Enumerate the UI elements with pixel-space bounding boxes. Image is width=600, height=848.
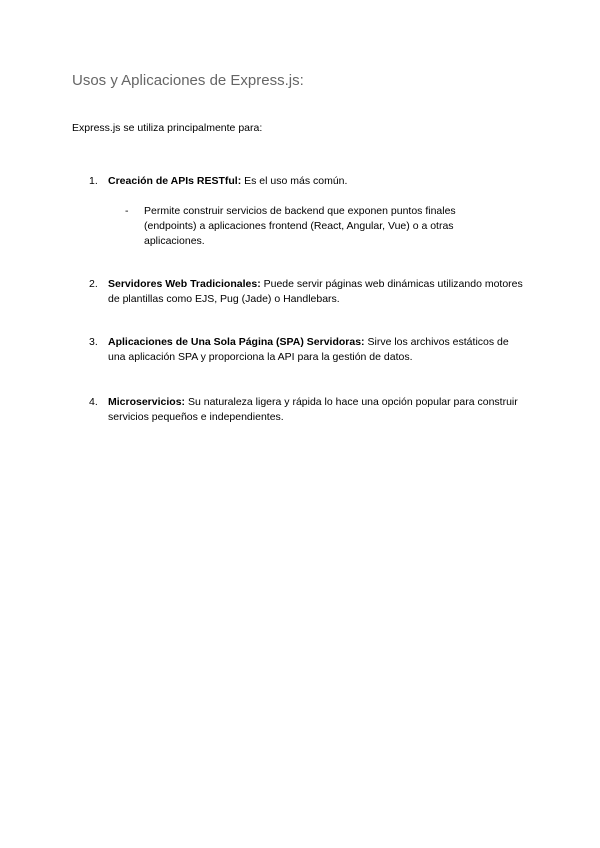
- list-item-body: Puede servir páginas web dinámicas utilizando motores de plantillas como EJS, Pug (Jade) o Handlebars.: [108, 278, 523, 305]
- list-item-text: [108, 335, 528, 365]
- list-item-body: Sirve los archivos estáticos de una aplicación SPA y proporciona la API para la gestión de datos.: [108, 336, 509, 363]
- list-item-heading: Microservicios:: [108, 396, 186, 408]
- list-item-body: Su naturaleza ligera y rápida lo hace una opción popular para construir servicios pequeños e independientes.: [108, 396, 518, 423]
- list-item-body: Es el uso más común.: [241, 175, 348, 187]
- list-item-number: 1.: [89, 175, 98, 187]
- list-item-number: 3.: [89, 336, 98, 348]
- intro-paragraph: Express.js se utiliza principalmente para:: [72, 122, 263, 134]
- list-item-heading: Servidores Web Tradicionales:: [108, 278, 261, 290]
- list-item-heading: Aplicaciones de Una Sola Página (SPA) Servidoras:: [108, 336, 365, 348]
- document-title: Usos y Aplicaciones de Express.js:: [72, 72, 304, 89]
- list-item-text: [108, 395, 528, 425]
- list-item-number: 2.: [89, 278, 98, 290]
- list-item-heading: Creación de APIs RESTful:: [108, 175, 242, 187]
- list-item-number: 4.: [89, 396, 98, 408]
- sub-list-marker: -: [125, 205, 129, 217]
- sub-list-text: Permite construir servicios de backend que exponen puntos finales (endpoints) a aplicaciones frontend (React, Angular, Vue) o a otras aplicaciones.: [144, 205, 456, 247]
- list-item-text: [108, 174, 528, 189]
- list-item-text: [108, 277, 528, 307]
